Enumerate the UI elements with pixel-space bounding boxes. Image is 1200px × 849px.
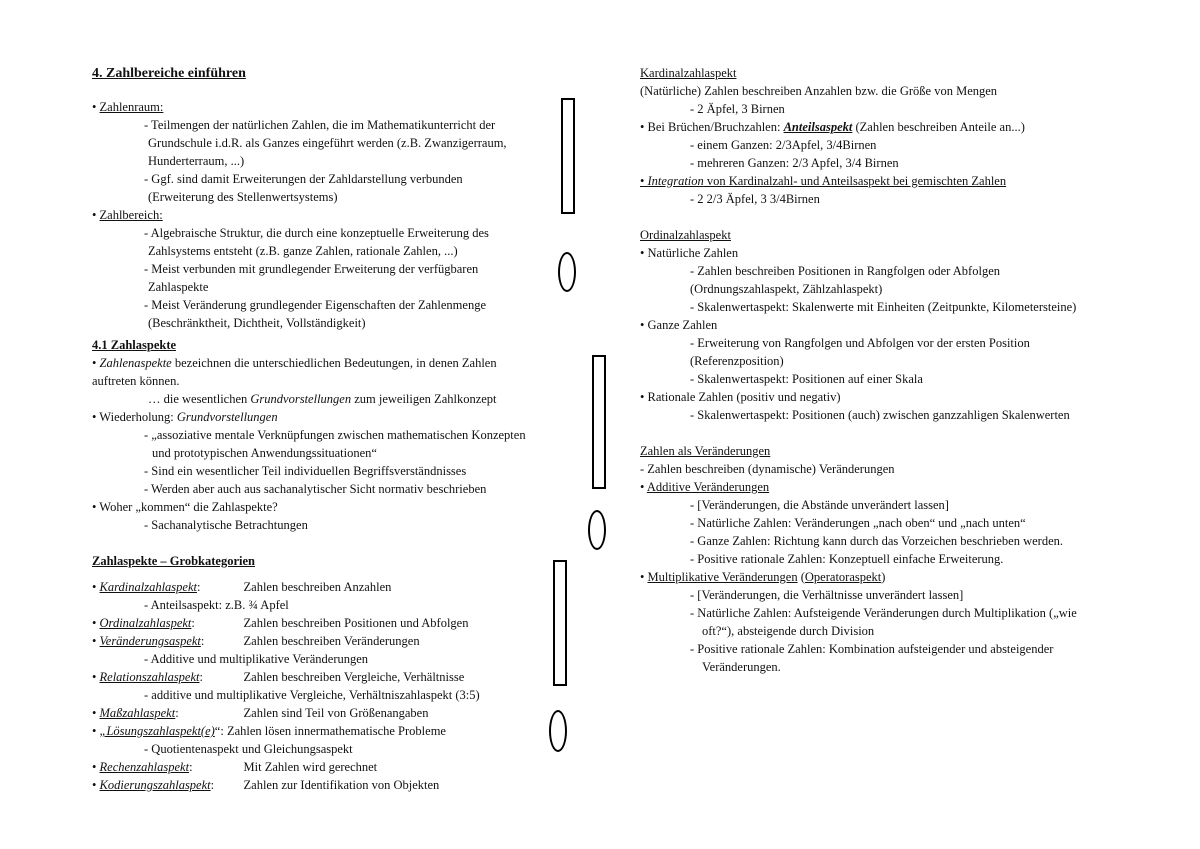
ordinal-item <box>92 614 562 632</box>
anteilsaspekt-term: Anteilsaspekt <box>783 120 853 134</box>
additive-line: - Ganze Zahlen: Richtung kann durch das Vorzeichen beschrieben werden. <box>690 534 1064 548</box>
zahlbereich-line: Zahlaspekte <box>148 280 209 294</box>
bullet: • <box>640 174 645 188</box>
wiederholung-line: - Werden aber auch aus sachanalytischer Sicht normativ beschrieben <box>144 482 487 496</box>
integration-heading <box>640 172 1140 190</box>
bullet: • <box>640 318 645 332</box>
ordinal-term: Ordinalzahlaspekt <box>99 616 192 630</box>
bullet: • <box>640 480 645 494</box>
ordinal-section-title: Ordinalzahlaspekt <box>640 228 731 242</box>
multiplikative-line: - Positive rationale Zahlen: Kombination aufsteigender und absteigender <box>690 642 1054 656</box>
text: ( <box>797 570 805 584</box>
veraenderung-desc: Zahlen beschreiben Veränderungen <box>243 634 420 648</box>
wiederholung-line: und prototypischen Anwendungssituationen“ <box>152 446 377 460</box>
multiplikative-line: Veränderungen. <box>702 660 781 674</box>
text: : <box>175 706 179 720</box>
bullet: • <box>92 706 97 720</box>
zahlenraum-line: Grundschule i.d.R. als Ganzes eingeführt werden (z.B. Zwanzigerraum, <box>148 136 507 150</box>
kardinal-sub: - Anteilsaspekt: z.B. ¾ Apfel <box>144 598 289 612</box>
veraenderung-item <box>92 632 562 650</box>
kardinal-line: - 2 Äpfel, 3 Birnen <box>690 102 785 116</box>
multiplikative-line: - [Veränderungen, die Verhältnisse unverändert lassen] <box>690 588 964 602</box>
ganze-line: - Erweiterung von Rangfolgen und Abfolgen vor der ersten Position <box>690 336 1030 350</box>
kardinal-line: (Natürliche) Zahlen beschreiben Anzahlen bzw. die Größe von Mengen <box>640 84 998 98</box>
margin-oval-mark <box>549 710 567 752</box>
multiplikative-line: oft?“), absteigende durch Division <box>702 624 875 638</box>
natuerliche-line: - Zahlen beschreiben Positionen in Rangfolgen oder Abfolgen <box>690 264 1000 278</box>
kodierung-desc: Zahlen zur Identifikation von Objekten <box>243 778 440 792</box>
wiederholung-line: - „assoziative mentale Verknüpfungen zwischen mathematischen Konzepten <box>144 428 526 442</box>
grundvorstellungen-term: Grundvorstellungen <box>250 392 352 406</box>
zahlbereich-line: (Beschränktheit, Dichtheit, Vollständigkeit) <box>148 316 366 330</box>
bullet: • <box>92 500 97 514</box>
margin-oval-mark <box>558 252 576 292</box>
page-title: 4. Zahlbereiche einführen <box>92 66 246 81</box>
rechenzahl-term: Rechenzahlaspekt <box>99 760 190 774</box>
zahlbereich-line: - Algebraische Struktur, die durch eine konzeptuelle Erweiterung des <box>144 226 489 240</box>
spacer <box>640 424 1140 442</box>
right-column <box>640 64 1140 676</box>
spacer <box>640 208 1140 226</box>
margin-rectangle-mark <box>592 355 606 489</box>
natuerliche-line: - Skalenwertaspekt: Skalenwerte mit Einheiten (Zeitpunkte, Kilometersteine) <box>690 300 1077 314</box>
integration-term: Integration <box>647 174 704 188</box>
bullet: • <box>92 634 97 648</box>
wiederholung-line: - Sind ein wesentlicher Teil individuellen Begriffsverständnisses <box>144 464 467 478</box>
integration-line: - 2 2/3 Äpfel, 3 3/4Birnen <box>690 192 820 206</box>
text: von Kardinalzahl- und Anteilsaspekt bei gemischten Zahlen <box>703 174 1007 188</box>
veraenderungen-line: - Zahlen beschreiben (dynamische) Veränderungen <box>640 462 895 476</box>
text: Natürliche Zahlen <box>647 246 739 260</box>
relation-sub: - additive und multiplikative Vergleiche, Verhältniszahlaspekt (3:5) <box>144 688 480 702</box>
margin-rectangle-mark <box>561 98 575 214</box>
rechenzahl-desc: Mit Zahlen wird gerechnet <box>243 760 378 774</box>
kardinal-item <box>92 578 562 596</box>
bullet: • <box>92 410 97 424</box>
text: zum jeweiligen Zahlkonzept <box>351 392 497 406</box>
bullet: • <box>92 208 97 222</box>
veraenderungen-section-title: Zahlen als Veränderungen <box>640 444 771 458</box>
text: Ganze Zahlen <box>647 318 718 332</box>
operatoraspekt-term: Operatoraspekt <box>804 570 882 584</box>
relation-term: Relationszahlaspekt <box>99 670 200 684</box>
zahlbereich-line: Zahlsystems entsteht (z.B. ganze Zahlen, rationale Zahlen, ...) <box>148 244 458 258</box>
text: : <box>199 670 203 684</box>
text: ) <box>881 570 886 584</box>
woher-heading <box>92 498 562 516</box>
masszahl-term: Maßzahlaspekt <box>99 706 176 720</box>
grobkategorien-title: Zahlaspekte – Grobkategorien <box>92 554 255 568</box>
kodierung-item <box>92 776 562 794</box>
zahlenaspekte-term: Zahlenaspekte <box>99 356 172 370</box>
bullet: • <box>92 100 97 114</box>
left-column <box>92 64 562 794</box>
section-4-1-title: 4.1 Zahlaspekte <box>92 338 177 352</box>
masszahl-desc: Zahlen sind Teil von Größenangaben <box>243 706 429 720</box>
bullet: • <box>92 616 97 630</box>
bullet: • <box>92 356 97 370</box>
zahlenraum-line: (Erweiterung des Stellenwertsystems) <box>148 190 338 204</box>
multiplikative-term: Multiplikative Veränderungen <box>647 570 798 584</box>
text: Wiederholung: <box>99 410 177 424</box>
loesung-desc: “: Zahlen lösen innermathematische Probleme <box>214 724 446 738</box>
bullet: • <box>640 390 645 404</box>
wiederholung-heading <box>92 408 562 426</box>
additive-line: - [Veränderungen, die Abstände unverändert lassen] <box>690 498 949 512</box>
margin-oval-mark <box>588 510 606 550</box>
kardinal-term: Kardinalzahlaspekt <box>99 580 197 594</box>
kardinal-desc: Zahlen beschreiben Anzahlen <box>243 580 392 594</box>
zahlenaspekte-text: bezeichnen die unterschiedlichen Bedeutungen, in denen Zahlen <box>171 356 497 370</box>
woher-line: - Sachanalytische Betrachtungen <box>144 518 308 532</box>
text: : <box>189 760 193 774</box>
additive-heading <box>640 478 1140 496</box>
bullet: • <box>92 580 97 594</box>
text: : <box>191 616 195 630</box>
zahlenraum-line: - Teilmengen der natürlichen Zahlen, die im Mathematikunterricht der <box>144 118 496 132</box>
rationale-heading <box>640 388 1140 406</box>
additive-line: - Natürliche Zahlen: Veränderungen „nach oben“ und „nach unten“ <box>690 516 1026 530</box>
text: Bei Brüchen/Bruchzahlen: <box>647 120 784 134</box>
text: (Zahlen beschreiben Anteile an...) <box>852 120 1025 134</box>
text: Rationale Zahlen (positiv und negativ) <box>647 390 841 404</box>
ganze-line: (Referenzposition) <box>690 354 784 368</box>
grundvorstellungen-term: Grundvorstellungen <box>176 410 278 424</box>
margin-rectangle-mark <box>553 560 567 686</box>
text: Woher „kommen“ die Zahlaspekte? <box>99 500 278 514</box>
brueche-heading <box>640 118 1140 136</box>
veraenderung-sub: - Additive und multiplikative Veränderungen <box>144 652 369 666</box>
zahlbereich-heading <box>92 206 562 224</box>
ganze-heading <box>640 316 1140 334</box>
bullet: • <box>92 760 97 774</box>
brueche-line: - einem Ganzen: 2/3Apfel, 3/4Birnen <box>690 138 877 152</box>
zahlbereich-line: - Meist verbunden mit grundlegender Erweiterung der verfügbaren <box>144 262 479 276</box>
rationale-line: - Skalenwertaspekt: Positionen (auch) zwischen ganzzahligen Skalenwerten <box>690 408 1070 422</box>
text: : <box>196 580 201 594</box>
veraenderung-term: Veränderungsaspekt <box>99 634 201 648</box>
zahlenraum-line: - Ggf. sind damit Erweiterungen der Zahldarstellung verbunden <box>144 172 463 186</box>
kodierung-term: Kodierungszahlaspekt <box>99 778 211 792</box>
natuerliche-heading <box>640 244 1140 262</box>
spacer <box>92 84 562 98</box>
loesung-item <box>92 722 562 740</box>
zahlenaspekte-para-line2: auftreten können. <box>92 374 180 388</box>
additive-line: - Positive rationale Zahlen: Konzeptuell einfache Erweiterung. <box>690 552 1004 566</box>
spacer <box>92 570 562 578</box>
kardinal-section-title: Kardinalzahlaspekt <box>640 66 737 80</box>
spacer <box>92 534 562 552</box>
grundvorstellungen-line <box>92 390 562 408</box>
masszahl-item <box>92 704 562 722</box>
rechenzahl-item <box>92 758 562 776</box>
bullet: • <box>640 246 645 260</box>
additive-term: Additive Veränderungen <box>646 480 770 494</box>
multiplikative-heading <box>640 568 1140 586</box>
bullet: • <box>640 120 645 134</box>
relation-desc: Zahlen beschreiben Vergleiche, Verhältnisse <box>243 670 465 684</box>
brueche-line: - mehreren Ganzen: 2/3 Apfel, 3/4 Birnen <box>690 156 899 170</box>
bullet: • <box>92 724 97 738</box>
bullet: • <box>92 778 97 792</box>
zahlbereich-label: Zahlbereich: <box>99 208 163 222</box>
zahlenaspekte-para <box>92 354 562 372</box>
text: … die wesentlichen <box>148 392 251 406</box>
ordinal-desc: Zahlen beschreiben Positionen und Abfolgen <box>243 616 469 630</box>
loesung-sub: - Quotientenaspekt und Gleichungsaspekt <box>144 742 353 756</box>
bullet: • <box>92 670 97 684</box>
multiplikative-line: - Natürliche Zahlen: Aufsteigende Veränderungen durch Multiplikation („wie <box>690 606 1077 620</box>
ganze-line: - Skalenwertaspekt: Positionen auf einer Skala <box>690 372 923 386</box>
text: : <box>200 634 205 648</box>
loesung-term: „Lösungszahlaspekt(e) <box>99 724 215 738</box>
relation-item <box>92 668 562 686</box>
zahlenraum-heading <box>92 98 562 116</box>
text: : <box>210 778 215 792</box>
zahlbereich-line: - Meist Veränderung grundlegender Eigenschaften der Zahlenmenge <box>144 298 486 312</box>
bullet: • <box>640 570 645 584</box>
zahlenraum-line: Hunderterraum, ...) <box>148 154 245 168</box>
natuerliche-line: (Ordnungszahlaspekt, Zählzahlaspekt) <box>690 282 883 296</box>
zahlenraum-label: Zahlenraum: <box>99 100 164 114</box>
